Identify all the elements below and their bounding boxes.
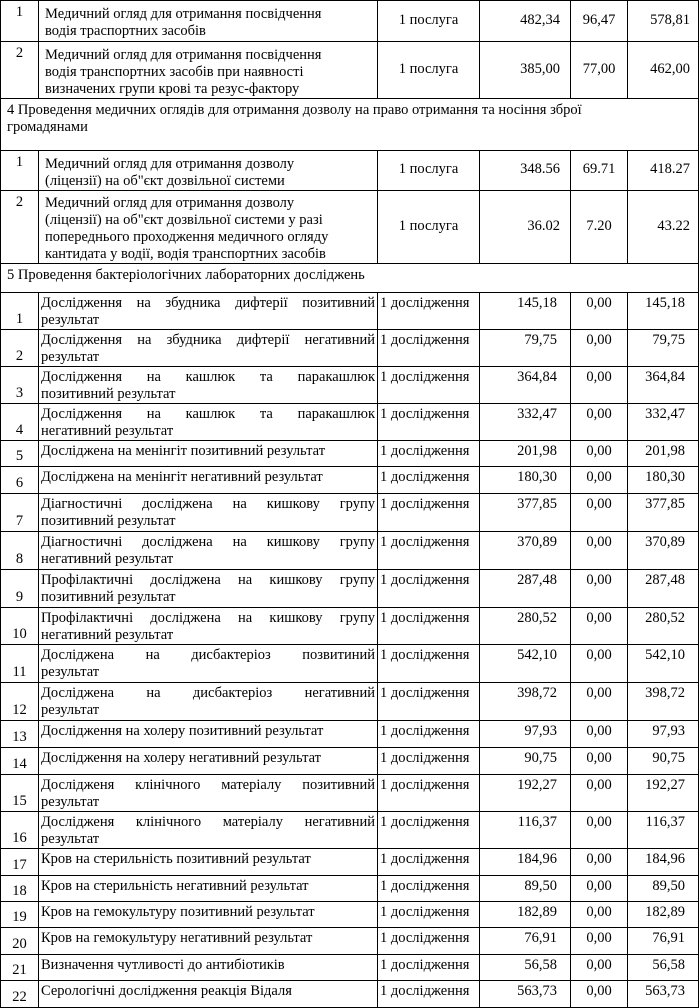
description-line: Кров на гемокультуру негативний результат xyxy=(41,930,313,946)
price-cell: 180,30 xyxy=(480,467,571,494)
vat-cell: 0,00 xyxy=(571,812,628,849)
description-line: результат xyxy=(41,831,100,847)
description-line: Дослідженя клінічного матеріалу позитивний xyxy=(41,777,375,793)
unit-cell: 1 послуга xyxy=(378,151,480,191)
section-header-row xyxy=(1,264,699,293)
unit-cell: 1 дослідження xyxy=(378,775,480,812)
table-row xyxy=(1,467,699,494)
row-number: 2 xyxy=(1,42,39,99)
price-cell: 201,98 xyxy=(480,441,571,467)
row-number: 16 xyxy=(1,812,39,849)
description-line: позитивний результат xyxy=(41,589,176,605)
description-line: Дослідження на холеру негативний результат xyxy=(41,750,321,766)
service-description xyxy=(39,367,378,404)
total-cell: 462,00 xyxy=(628,42,699,99)
row-number: 13 xyxy=(1,721,39,748)
unit-cell: 1 дослідження xyxy=(378,955,480,981)
description-line: кантидата у водії, водія транспортних засобів xyxy=(45,246,326,262)
price-cell: 377,85 xyxy=(480,494,571,532)
total-cell: 370,89 xyxy=(628,532,699,570)
unit-cell: 1 послуга xyxy=(378,1,480,42)
total-cell: 90,75 xyxy=(628,748,699,775)
description-line: Дослідження на збудника дифтерії негативний xyxy=(41,332,375,348)
description-line: Досліджена на менінгіт негативний результат xyxy=(41,469,323,485)
table-row xyxy=(1,404,699,441)
service-description xyxy=(39,812,378,849)
vat-cell: 77,00 xyxy=(571,42,628,99)
description-line: (ліцензії) на об"єкт дозвільної системи у разі xyxy=(45,212,323,228)
price-cell: 145,18 xyxy=(480,293,571,330)
vat-cell: 0,00 xyxy=(571,367,628,404)
description-line: результат xyxy=(41,312,100,328)
unit-cell: 1 дослідження xyxy=(378,532,480,570)
table-row xyxy=(1,151,699,191)
unit-cell: 1 послуга xyxy=(378,191,480,264)
unit-cell: 1 дослідження xyxy=(378,849,480,876)
section-title: 5 Проведення бактеріологічних лабораторних досліджень xyxy=(1,264,699,293)
description-line: результат xyxy=(41,702,100,718)
service-description xyxy=(39,467,378,494)
price-cell: 332,47 xyxy=(480,404,571,441)
table-row xyxy=(1,876,699,902)
table-row xyxy=(1,981,699,1008)
row-number: 3 xyxy=(1,367,39,404)
description-line: результат xyxy=(41,664,100,680)
unit-cell: 1 дослідження xyxy=(378,570,480,608)
row-number: 22 xyxy=(1,981,39,1008)
unit-cell: 1 дослідження xyxy=(378,876,480,902)
table-row xyxy=(1,1,699,42)
table-a-body xyxy=(1,1,699,99)
total-cell: 76,91 xyxy=(628,928,699,955)
unit-cell: 1 дослідження xyxy=(378,812,480,849)
row-number: 18 xyxy=(1,876,39,902)
unit-cell: 1 дослідження xyxy=(378,441,480,467)
table-row xyxy=(1,532,699,570)
total-cell: 79,75 xyxy=(628,330,699,367)
table-row xyxy=(1,748,699,775)
unit-cell: 1 дослідження xyxy=(378,467,480,494)
table-row xyxy=(1,191,699,264)
unit-cell: 1 дослідження xyxy=(378,902,480,928)
price-cell: 364,84 xyxy=(480,367,571,404)
total-cell: 97,93 xyxy=(628,721,699,748)
description-line: Медичний огляд для отримання дозволу xyxy=(45,195,295,211)
service-description xyxy=(39,404,378,441)
vat-cell: 0,00 xyxy=(571,570,628,608)
description-line: Досліджена на дисбактеріоз позвитиний xyxy=(41,647,375,663)
description-line: водія траспортних засобів xyxy=(45,23,206,39)
table-row xyxy=(1,955,699,981)
vat-cell: 0,00 xyxy=(571,467,628,494)
total-cell: 145,18 xyxy=(628,293,699,330)
unit-cell: 1 дослідження xyxy=(378,404,480,441)
service-description xyxy=(39,775,378,812)
total-cell: 182,89 xyxy=(628,902,699,928)
price-cell: 280,52 xyxy=(480,608,571,645)
service-description xyxy=(39,748,378,775)
vat-cell: 0,00 xyxy=(571,441,628,467)
section-title-line: громадянами xyxy=(7,119,88,135)
service-description xyxy=(39,330,378,367)
price-cell: 542,10 xyxy=(480,645,571,683)
table-row xyxy=(1,570,699,608)
price-cell: 90,75 xyxy=(480,748,571,775)
description-line: негативний результат xyxy=(41,627,174,643)
vat-cell: 0,00 xyxy=(571,494,628,532)
total-cell: 56,58 xyxy=(628,955,699,981)
service-description xyxy=(39,42,378,99)
total-cell: 89,50 xyxy=(628,876,699,902)
price-cell: 36.02 xyxy=(480,191,571,264)
row-number: 9 xyxy=(1,570,39,608)
description-line: Визначення чутливості до антибіотиків xyxy=(41,957,285,973)
unit-cell: 1 дослідження xyxy=(378,748,480,775)
row-number: 1 xyxy=(1,293,39,330)
unit-cell: 1 дослідження xyxy=(378,293,480,330)
section-4 xyxy=(1,99,699,151)
total-cell: 201,98 xyxy=(628,441,699,467)
unit-cell: 1 дослідження xyxy=(378,330,480,367)
total-cell: 116,37 xyxy=(628,812,699,849)
table-row xyxy=(1,330,699,367)
description-line: попереднього проходження медичного огляду xyxy=(45,229,329,245)
section-header-row xyxy=(1,99,699,151)
price-cell: 116,37 xyxy=(480,812,571,849)
unit-cell: 1 дослідження xyxy=(378,367,480,404)
table-row xyxy=(1,902,699,928)
total-cell: 332,47 xyxy=(628,404,699,441)
unit-cell: 1 послуга xyxy=(378,42,480,99)
price-cell: 287,48 xyxy=(480,570,571,608)
table-row xyxy=(1,608,699,645)
total-cell: 43.22 xyxy=(628,191,699,264)
total-cell: 184,96 xyxy=(628,849,699,876)
price-cell: 97,93 xyxy=(480,721,571,748)
table-row xyxy=(1,683,699,721)
section-title xyxy=(1,99,699,151)
price-cell: 192,27 xyxy=(480,775,571,812)
service-description xyxy=(39,293,378,330)
total-cell: 578,81 xyxy=(628,1,699,42)
vat-cell: 0,00 xyxy=(571,928,628,955)
unit-cell: 1 дослідження xyxy=(378,928,480,955)
description-line: негативний результат xyxy=(41,423,174,439)
description-line: водія транспортних засобів при наявності xyxy=(45,64,304,80)
vat-cell: 0,00 xyxy=(571,902,628,928)
table-row xyxy=(1,293,699,330)
row-number: 4 xyxy=(1,404,39,441)
description-line: Профілактичні досліджена на кишкову групу xyxy=(41,572,375,588)
description-line: позитивний результат xyxy=(41,513,176,529)
service-description xyxy=(39,608,378,645)
service-description xyxy=(39,570,378,608)
description-line: Кров на стерильність позитивний результат xyxy=(41,851,311,867)
vat-cell: 0,00 xyxy=(571,293,628,330)
description-line: результат xyxy=(41,794,100,810)
row-number: 1 xyxy=(1,151,39,191)
vat-cell: 69.71 xyxy=(571,151,628,191)
row-number: 5 xyxy=(1,441,39,467)
description-line: Дослідженя клінічного матеріалу негативний xyxy=(41,814,375,830)
table-row xyxy=(1,775,699,812)
unit-cell: 1 дослідження xyxy=(378,683,480,721)
vat-cell: 0,00 xyxy=(571,404,628,441)
service-description xyxy=(39,645,378,683)
service-description xyxy=(39,1,378,42)
table-row xyxy=(1,928,699,955)
description-line: визначених групи крові та резус-фактору xyxy=(45,81,300,97)
description-line: Діагностичні досліджена на кишкову групу xyxy=(41,496,375,512)
table-row xyxy=(1,645,699,683)
row-number: 10 xyxy=(1,608,39,645)
row-number: 1 xyxy=(1,1,39,42)
table-row xyxy=(1,494,699,532)
description-line: негативний результат xyxy=(41,551,174,567)
price-cell: 89,50 xyxy=(480,876,571,902)
price-cell: 385,00 xyxy=(480,42,571,99)
description-line: Профілактичні досліджена на кишкову групу xyxy=(41,610,375,626)
service-description xyxy=(39,151,378,191)
description-line: результат xyxy=(41,349,100,365)
vat-cell: 0,00 xyxy=(571,532,628,570)
vat-cell: 0,00 xyxy=(571,721,628,748)
description-line: Дослідження на кашлюк та паракашлюк xyxy=(41,369,375,385)
total-cell: 563,73 xyxy=(628,981,699,1008)
description-line: Медичний огляд для отримання дозволу xyxy=(45,156,295,172)
description-line: Кров на гемокультуру позитивний результат xyxy=(41,904,315,920)
description-line: Досліджена на дисбактеріоз негативний xyxy=(41,685,375,701)
description-line: Досліджена на менінгіт позитивний результат xyxy=(41,443,326,459)
price-cell: 370,89 xyxy=(480,532,571,570)
unit-cell: 1 дослідження xyxy=(378,981,480,1008)
description-line: Кров на стерильність негативний результат xyxy=(41,878,309,894)
table-row xyxy=(1,849,699,876)
total-cell: 418.27 xyxy=(628,151,699,191)
total-cell: 364,84 xyxy=(628,367,699,404)
vat-cell: 96,47 xyxy=(571,1,628,42)
price-cell: 182,89 xyxy=(480,902,571,928)
table-row xyxy=(1,812,699,849)
row-number: 2 xyxy=(1,191,39,264)
row-number: 7 xyxy=(1,494,39,532)
total-cell: 287,48 xyxy=(628,570,699,608)
price-cell: 184,96 xyxy=(480,849,571,876)
row-number: 21 xyxy=(1,955,39,981)
service-description xyxy=(39,955,378,981)
price-cell: 79,75 xyxy=(480,330,571,367)
vat-cell: 0,00 xyxy=(571,645,628,683)
service-description xyxy=(39,494,378,532)
service-description xyxy=(39,902,378,928)
description-line: Медичний огляд для отримання посвідчення xyxy=(45,6,322,22)
vat-cell: 0,00 xyxy=(571,981,628,1008)
row-number: 14 xyxy=(1,748,39,775)
description-line: (ліцензії) на об"єкт дозвільної системи xyxy=(45,173,285,189)
unit-cell: 1 дослідження xyxy=(378,494,480,532)
section-5 xyxy=(1,264,699,293)
table-row xyxy=(1,721,699,748)
service-description xyxy=(39,532,378,570)
description-line: позитивний результат xyxy=(41,386,176,402)
description-line: Дослідження на збудника дифтерії позитивний xyxy=(41,295,375,311)
table-row xyxy=(1,367,699,404)
price-cell: 56,58 xyxy=(480,955,571,981)
row-number: 20 xyxy=(1,928,39,955)
row-number: 15 xyxy=(1,775,39,812)
description-line: Дослідження на холеру позитивний результат xyxy=(41,723,324,739)
total-cell: 192,27 xyxy=(628,775,699,812)
price-cell: 398,72 xyxy=(480,683,571,721)
service-description xyxy=(39,981,378,1008)
price-cell: 563,73 xyxy=(480,981,571,1008)
total-cell: 180,30 xyxy=(628,467,699,494)
vat-cell: 7.20 xyxy=(571,191,628,264)
total-cell: 398,72 xyxy=(628,683,699,721)
total-cell: 542,10 xyxy=(628,645,699,683)
row-number: 19 xyxy=(1,902,39,928)
price-cell: 482,34 xyxy=(480,1,571,42)
service-description xyxy=(39,191,378,264)
section-title-line: 4 Проведення медичних оглядів для отримання дозволу на право отримання та носіння зброї xyxy=(7,102,582,118)
description-line: Діагностичні досліджена на кишкову групу xyxy=(41,534,375,550)
service-description xyxy=(39,876,378,902)
row-number: 12 xyxy=(1,683,39,721)
vat-cell: 0,00 xyxy=(571,608,628,645)
section-5-body xyxy=(1,293,699,1008)
price-cell: 348.56 xyxy=(480,151,571,191)
row-number: 8 xyxy=(1,532,39,570)
table-row xyxy=(1,441,699,467)
row-number: 6 xyxy=(1,467,39,494)
vat-cell: 0,00 xyxy=(571,683,628,721)
total-cell: 377,85 xyxy=(628,494,699,532)
service-description xyxy=(39,441,378,467)
total-cell: 280,52 xyxy=(628,608,699,645)
unit-cell: 1 дослідження xyxy=(378,721,480,748)
row-number: 17 xyxy=(1,849,39,876)
vat-cell: 0,00 xyxy=(571,849,628,876)
vat-cell: 0,00 xyxy=(571,748,628,775)
unit-cell: 1 дослідження xyxy=(378,645,480,683)
table-row xyxy=(1,42,699,99)
service-description xyxy=(39,721,378,748)
price-cell: 76,91 xyxy=(480,928,571,955)
description-line: Медичний огляд для отримання посвідчення xyxy=(45,47,322,63)
section-4-body xyxy=(1,151,699,264)
vat-cell: 0,00 xyxy=(571,876,628,902)
vat-cell: 0,00 xyxy=(571,775,628,812)
service-description xyxy=(39,928,378,955)
vat-cell: 0,00 xyxy=(571,330,628,367)
description-line: Серологічні дослідження реакція Відаля xyxy=(41,983,292,999)
row-number: 2 xyxy=(1,330,39,367)
row-number: 11 xyxy=(1,645,39,683)
service-description xyxy=(39,849,378,876)
unit-cell: 1 дослідження xyxy=(378,608,480,645)
description-line: Дослідження на кашлюк та паракашлюк xyxy=(41,406,375,422)
vat-cell: 0,00 xyxy=(571,955,628,981)
service-description xyxy=(39,683,378,721)
